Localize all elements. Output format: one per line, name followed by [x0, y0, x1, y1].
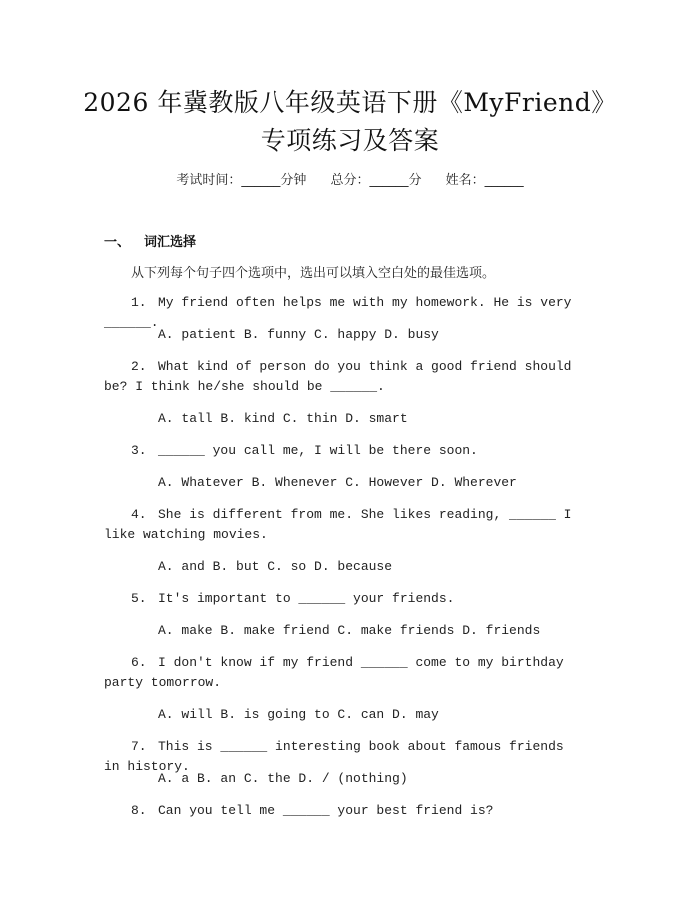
- question-text: My friend often helps me with my homework. He is very ______.: [104, 295, 572, 330]
- question-7-options: A. a B. an C. the D. / (nothing): [158, 771, 408, 786]
- section-title: 词汇选择: [144, 235, 197, 250]
- question-8: [104, 801, 574, 821]
- question-5-options: A. make B. make friend C. make friends D. friends: [158, 623, 541, 638]
- question-3-options: A. Whatever B. Whenever C. However D. Wherever: [158, 475, 517, 490]
- question-2-options: A. tall B. kind C. thin D. smart: [158, 411, 408, 426]
- section-instruction: 从下列每个句子四个选项中，选出可以填入空白处的最佳选项。: [131, 266, 496, 281]
- question-number: 5.: [131, 591, 147, 606]
- question-6: [104, 653, 574, 693]
- question-number: 6.: [131, 655, 147, 670]
- question-number: 1.: [131, 295, 147, 310]
- question-3: [104, 441, 574, 461]
- exam-name-field: 姓名：______: [445, 173, 524, 188]
- question-number: 7.: [131, 739, 147, 754]
- question-4: [104, 505, 574, 545]
- exam-time-field: 考试时间：______分钟: [176, 173, 307, 188]
- question-text: This is ______ interesting book about famous friends in history.: [104, 739, 564, 774]
- question-1-options: A. patient B. funny C. happy D. busy: [158, 327, 439, 342]
- question-text: ______ you call me, I will be there soon.: [158, 443, 478, 458]
- document-title-line-2: 专项练习及答案: [260, 126, 440, 155]
- document-title-line-1: 2026 年冀教版八年级英语下册《MyFriend》: [83, 88, 617, 117]
- question-text: She is different from me. She likes reading, ______ I like watching movies.: [104, 507, 572, 542]
- question-text: Can you tell me ______ your best friend is?: [158, 803, 494, 818]
- question-2: [104, 357, 574, 397]
- question-text: What kind of person do you think a good friend should be? I think he/she should be ______.: [104, 359, 572, 394]
- question-text: I don't know if my friend ______ come to my birthday party tomorrow.: [104, 655, 564, 690]
- exam-meta: [0, 169, 700, 188]
- question-number: 3.: [131, 443, 147, 458]
- question-6-options: A. will B. is going to C. can D. may: [158, 707, 439, 722]
- question-4-options: A. and B. but C. so D. because: [158, 559, 393, 574]
- question-5: [104, 589, 574, 609]
- exam-score-field: 总分：______分: [330, 173, 422, 188]
- section-heading: [104, 231, 196, 250]
- question-number: 8.: [131, 803, 147, 818]
- question-number: 4.: [131, 507, 147, 522]
- question-number: 2.: [131, 359, 147, 374]
- section-number: 一、: [104, 235, 131, 250]
- question-text: It's important to ______ your friends.: [158, 591, 455, 606]
